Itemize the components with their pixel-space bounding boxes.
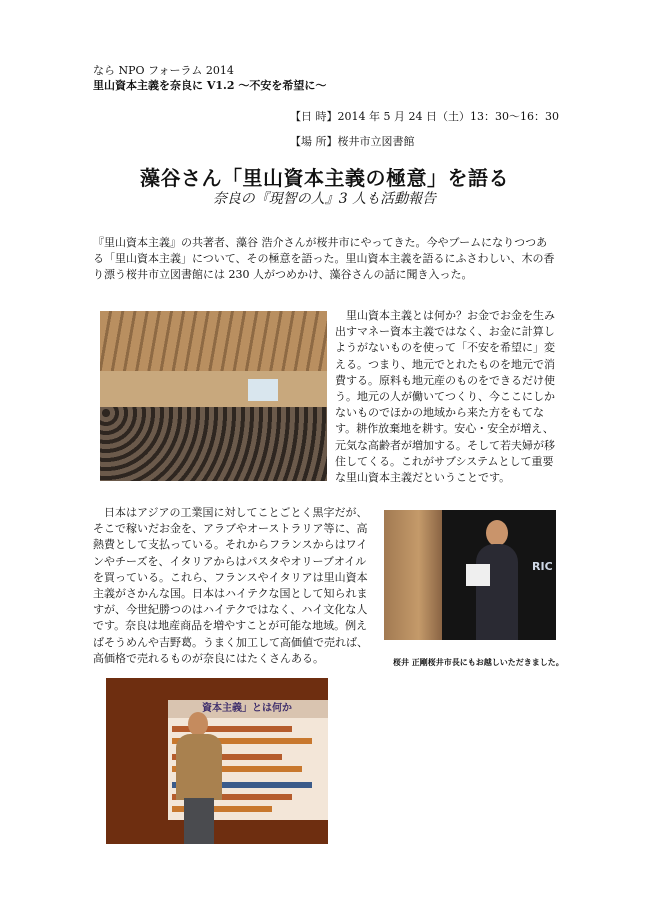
photo-caption: 桜井 正剛桜井市長にもお越しいただきました。	[393, 657, 564, 667]
article-subtitle: 奈良の『現智の人』3 人も活動報告	[212, 191, 437, 207]
forum-header: なら NPO フォーラム 2014	[93, 64, 234, 77]
speaker-head	[188, 712, 208, 736]
speaker-jacket	[176, 734, 222, 800]
backdrop-text: RIC	[532, 560, 553, 573]
event-place: 【場 所】桜井市立図書館	[290, 135, 415, 148]
speaker-figure	[176, 712, 222, 844]
speech-paper	[466, 564, 490, 586]
series-title: 里山資本主義を奈良に V1.2 〜不安を希望に〜	[93, 79, 327, 92]
article-title: 藻谷さん「里山資本主義の極意」を語る	[140, 166, 509, 190]
auditorium-photo	[100, 311, 327, 481]
slide-heading: 資本主義」とは何か	[168, 700, 328, 718]
mayor-suit	[476, 544, 518, 640]
mayor-photo	[384, 510, 556, 640]
speaker-legs	[184, 798, 214, 844]
event-date: 【日 時】2014 年 5 月 24 日（土）13：30〜16：30	[290, 110, 559, 123]
audience-crowd	[100, 407, 327, 481]
paragraph-1-text: 里山資本主義とは何か？お金でお金を生み出すマネー資本主義ではなく、お金に計算しようがないものを使って「不安を希望に」変える。つまり、地元でとれたものを地元で消費する。原料も地元産のものをできるだけ使う。地元の人が働いてつくり、今ここにしかないものでほかの地域から来た方をもてなす。耕作放棄地を耕す。安心・安全が増え、元気な高齢者が増加する。そして若夫婦が移住してくる。これがサブシステムとして重要な里山資本主義だということです。	[335, 309, 555, 485]
intro-text: 『里山資本主義』の共著者、藻谷 浩介さんが桜井市にやってきた。今やブームになりつつある「里山資本主義」について、その極意を語った。里山資本主義を語るにふさわしい、木の香り漂う桜井市立図書館には 230 人がつめかけ、藻谷さんの話に聞き入った。	[93, 236, 555, 281]
intro-paragraph	[93, 235, 558, 283]
body-paragraph-2	[93, 505, 373, 667]
mayor-head	[486, 520, 508, 546]
body-paragraph-1	[335, 308, 560, 486]
projection-screen	[248, 379, 278, 401]
speaker-photo	[106, 678, 328, 844]
wood-panel	[384, 510, 442, 640]
paragraph-2-text: 日本はアジアの工業国に対してことごとく黒字だが、そこで稼いだお金を、アラブやオーストラリア等に、高熱費として支払っている。それからフランスからはワインやチーズを、イタリアからはパスタやオリーブオイルを買っている。これら、フランスやイタリアは里山資本主義がさかんな国。日本はハイテクな国として知られますが、今世紀勝つのはハイテクではなく、ハイ文化な人です。奈良は地産商品を増やすことが可能な地域。例えばそうめんや吉野葛。うまく加工して高価値で売れば、高価格で売れるものが奈良にはたくさんある。	[93, 506, 368, 665]
